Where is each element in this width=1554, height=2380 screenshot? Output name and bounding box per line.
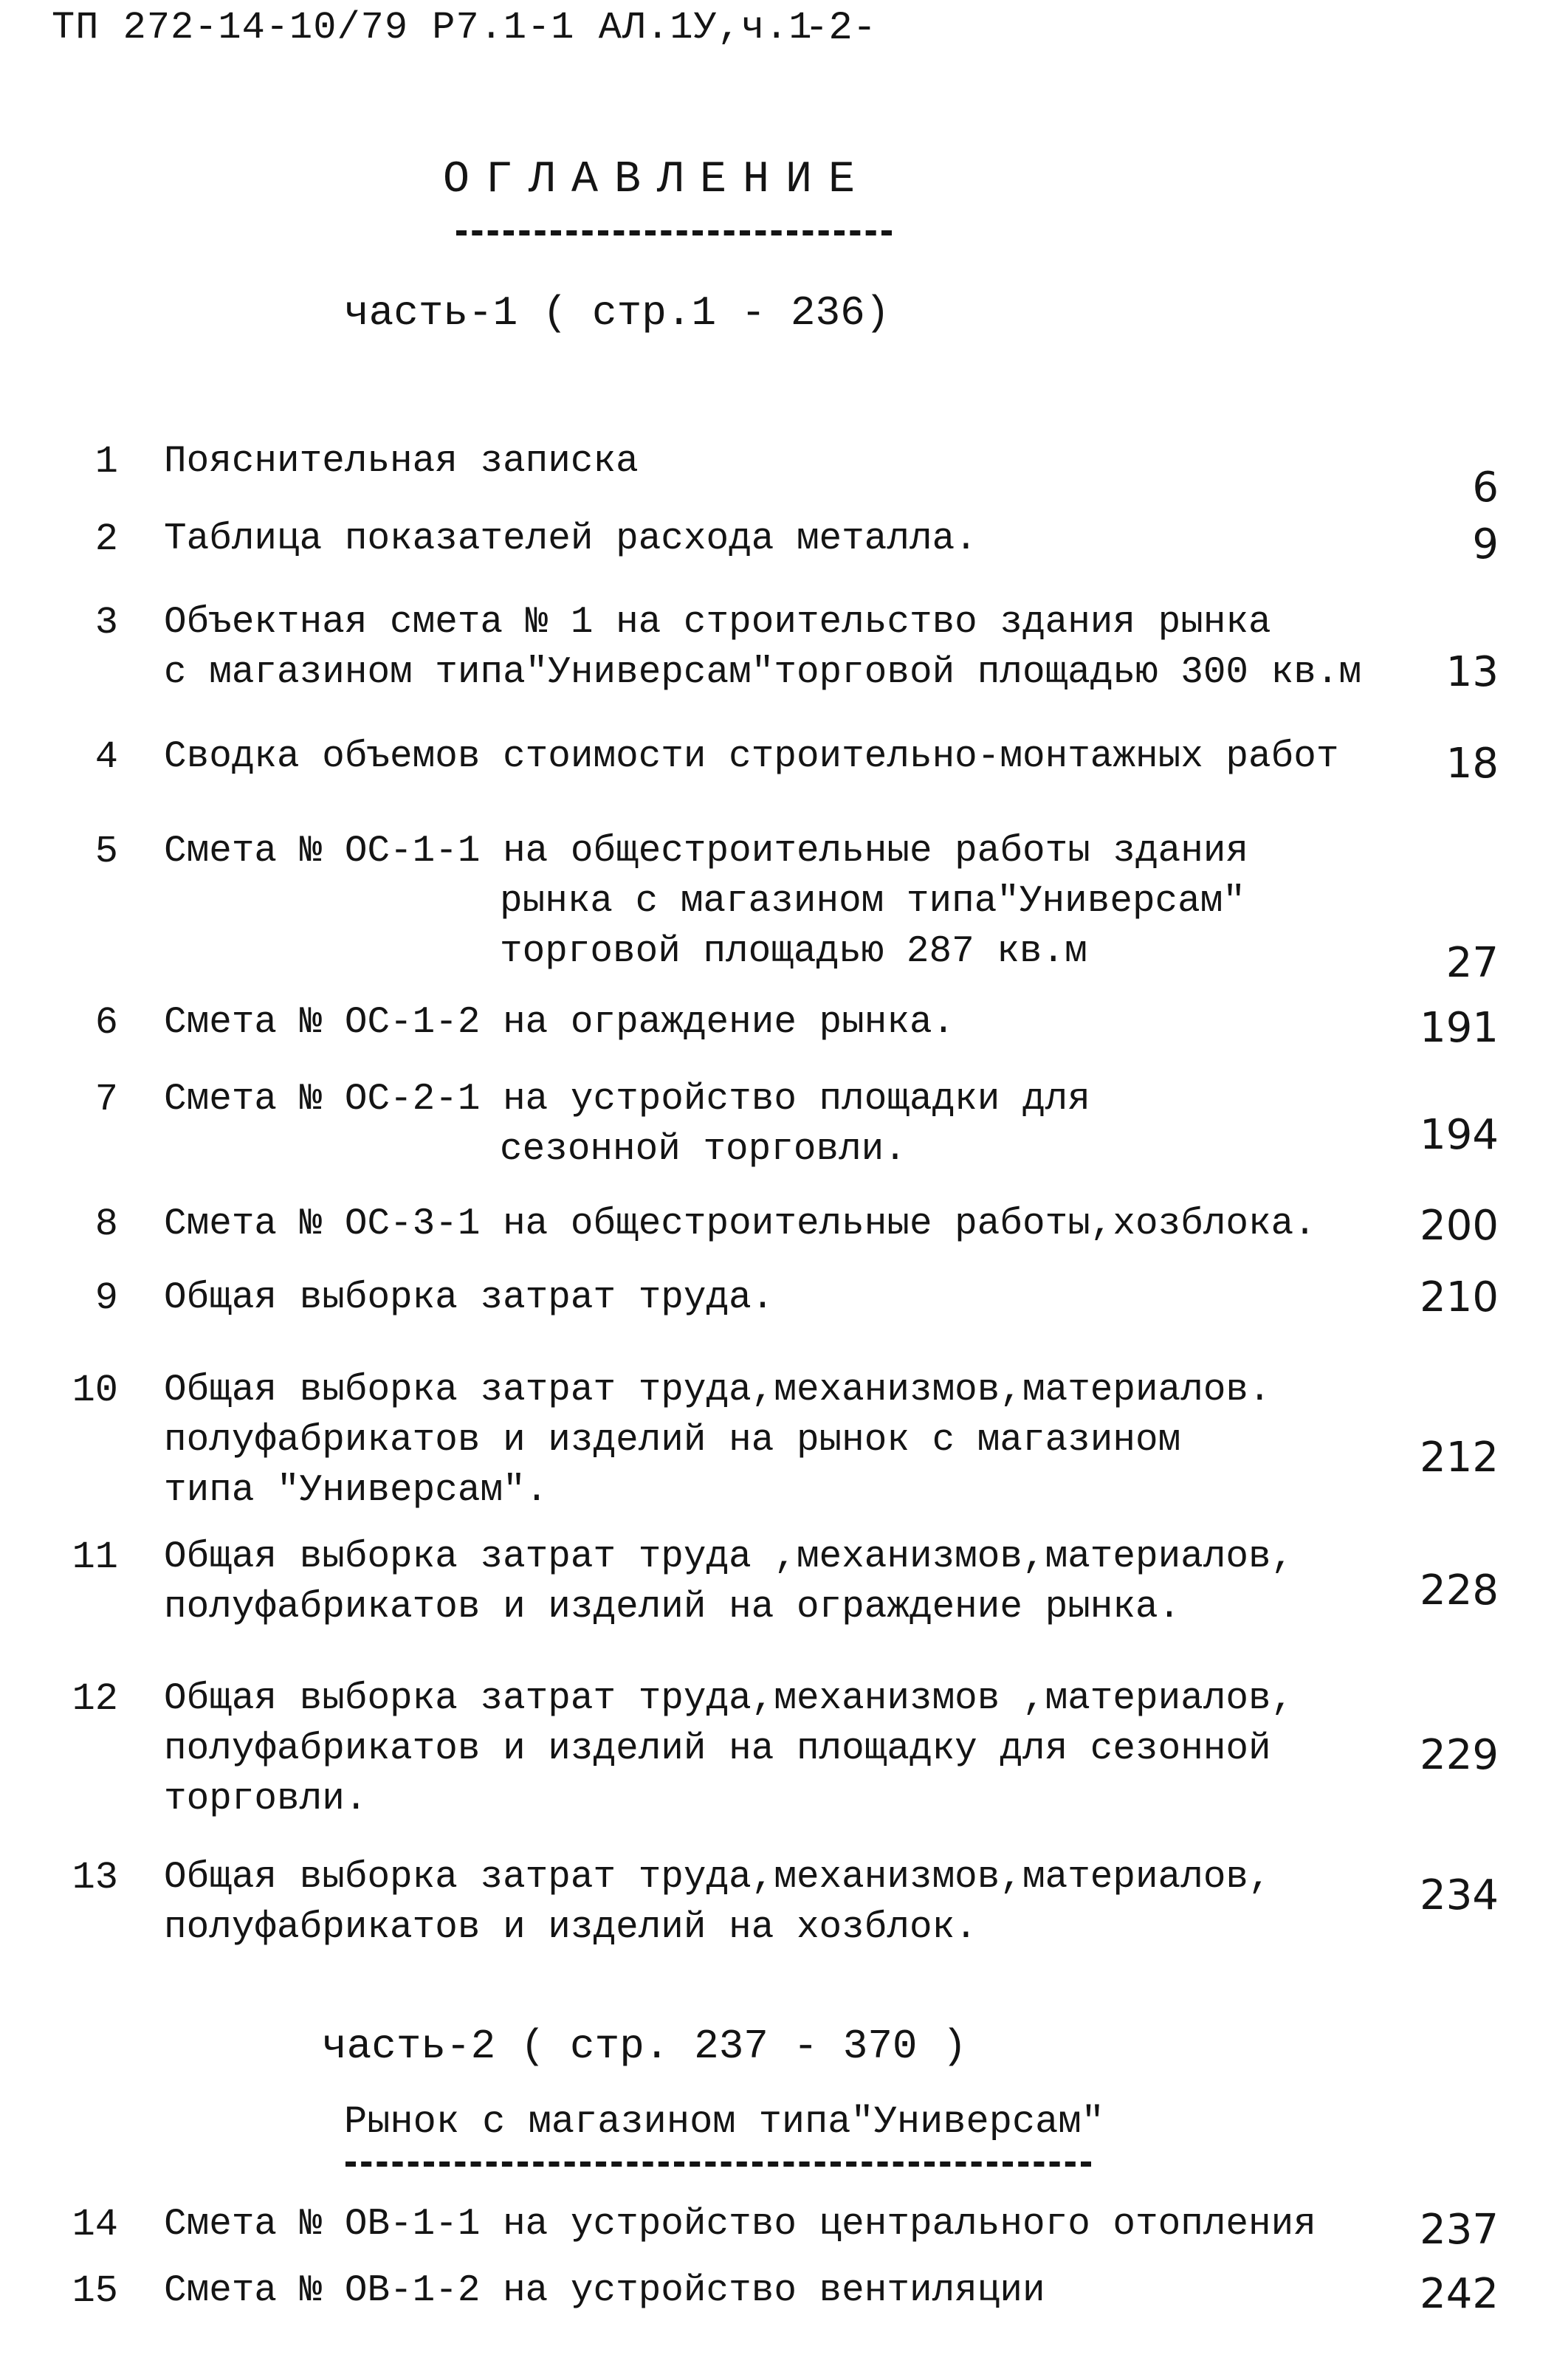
entry-page: 237 — [1420, 2206, 1499, 2254]
entry-page: 9 — [1472, 520, 1499, 568]
entry-line: Смета № ОВ-1-1 на устройство центрального отопления — [164, 2204, 1316, 2246]
entry-text — [164, 1075, 1090, 1175]
entry-page: 6 — [1472, 464, 1499, 512]
entry-line: Пояснительная записка — [164, 441, 639, 483]
entry-line: торговли. — [164, 1778, 368, 1820]
entry-line: полуфабрикатов и изделий на рынок с магазином — [164, 1420, 1181, 1462]
entry-text — [164, 515, 977, 565]
entry-text — [164, 827, 1248, 977]
entry-line: торговой площадью 287 кв.м — [500, 931, 1087, 973]
entry-line: Смета № ОС-1-1 на общестроительные работы здания — [164, 830, 1249, 873]
entry-line: Смета № ОС-3-1 на общестроительные работы,хозблока. — [164, 1203, 1316, 1245]
page-number-label: -2- — [805, 6, 877, 51]
entry-page: 194 — [1420, 1111, 1499, 1159]
entry-number: 2 — [94, 517, 118, 561]
entry-line: Объектная смета № 1 на строительство здания рынка — [164, 602, 1271, 644]
entry-line: Общая выборка затрат труда. — [164, 1277, 774, 1319]
entry-text — [164, 1200, 1316, 1250]
entry-page: 228 — [1420, 1566, 1499, 1614]
entry-number: 1 — [94, 440, 118, 484]
entry-number: 12 — [72, 1677, 118, 1721]
entry-line: Таблица показателей расхода металла. — [164, 518, 977, 560]
page-title: ОГЛАВЛЕНИЕ — [443, 155, 872, 205]
entry-line: Общая выборка затрат труда,механизмов,материалов, — [164, 1857, 1271, 1899]
entry-line: Смета № ОВ-1-2 на устройство вентиляции — [164, 2270, 1045, 2312]
title-underline — [456, 230, 892, 235]
part2-heading: часть-2 ( стр. 237 - 370 ) — [322, 2023, 967, 2070]
document-header-code: ТП 272-14-10/79 Р7.1-1 АЛ.1У,ч.1 — [52, 6, 813, 49]
entry-line: Сводка объемов стоимости строительно-монтажных работ — [164, 736, 1339, 778]
part2-underline — [345, 2161, 1091, 2167]
entry-line: с магазином типа"Универсам"торговой площадью 300 кв.м — [164, 652, 1362, 694]
entry-page: 229 — [1420, 1731, 1499, 1779]
entry-text — [164, 2200, 1316, 2250]
entry-line: сезонной торговли. — [500, 1129, 907, 1171]
entry-page: 200 — [1420, 1202, 1499, 1250]
entry-line: типа "Универсам". — [164, 1470, 549, 1512]
entry-page: 210 — [1420, 1273, 1499, 1321]
entry-line: Общая выборка затрат труда ,механизмов,материалов, — [164, 1536, 1294, 1578]
entry-text — [164, 1853, 1271, 1953]
entry-number: 9 — [94, 1276, 118, 1320]
entry-text — [164, 437, 639, 487]
entry-page: 212 — [1420, 1434, 1499, 1482]
entry-number: 14 — [72, 2203, 118, 2246]
entry-number: 11 — [72, 1535, 118, 1579]
entry-number: 4 — [94, 735, 118, 779]
entry-line: Общая выборка затрат труда,механизмов,материалов. — [164, 1369, 1271, 1411]
part2-subheading: Рынок с магазином типа"Универсам" — [344, 2100, 1104, 2144]
entry-text — [164, 1533, 1293, 1633]
entry-text — [164, 1366, 1271, 1516]
entry-line: полуфабрикатов и изделий на ограждение рынка. — [164, 1586, 1181, 1628]
entry-number: 5 — [94, 830, 118, 873]
entry-text — [164, 1674, 1293, 1825]
entry-line: рынка с магазином типа"Универсам" — [500, 881, 1245, 923]
part1-heading: часть-1 ( стр.1 - 236) — [344, 289, 890, 337]
entry-number: 13 — [72, 1856, 118, 1899]
entry-page: 242 — [1420, 2270, 1499, 2318]
entry-text — [164, 732, 1338, 783]
entry-page: 234 — [1420, 1871, 1499, 1919]
entry-line: Смета № ОС-2-1 на устройство площадки для — [164, 1079, 1090, 1121]
entry-number: 8 — [94, 1203, 118, 1246]
entry-page: 13 — [1445, 648, 1499, 696]
entry-page: 191 — [1420, 1004, 1499, 1052]
entry-line: Общая выборка затрат труда,механизмов ,материалов, — [164, 1678, 1294, 1720]
entry-number: 10 — [72, 1369, 118, 1412]
entry-page: 18 — [1445, 740, 1499, 788]
entry-number: 7 — [94, 1078, 118, 1121]
entry-line: полуфабрикатов и изделий на площадку для сезонной — [164, 1728, 1271, 1770]
entry-text — [164, 1273, 774, 1324]
entry-text — [164, 998, 955, 1048]
entry-text — [164, 598, 1361, 698]
entry-number: 3 — [94, 601, 118, 644]
entry-line: Смета № ОС-1-2 на ограждение рынка. — [164, 1002, 955, 1044]
entry-number: 6 — [94, 1001, 118, 1045]
entry-text — [164, 2266, 1045, 2317]
entry-line: полуфабрикатов и изделий на хозблок. — [164, 1907, 977, 1949]
entry-page: 27 — [1445, 939, 1499, 987]
entry-number: 15 — [72, 2269, 118, 2313]
